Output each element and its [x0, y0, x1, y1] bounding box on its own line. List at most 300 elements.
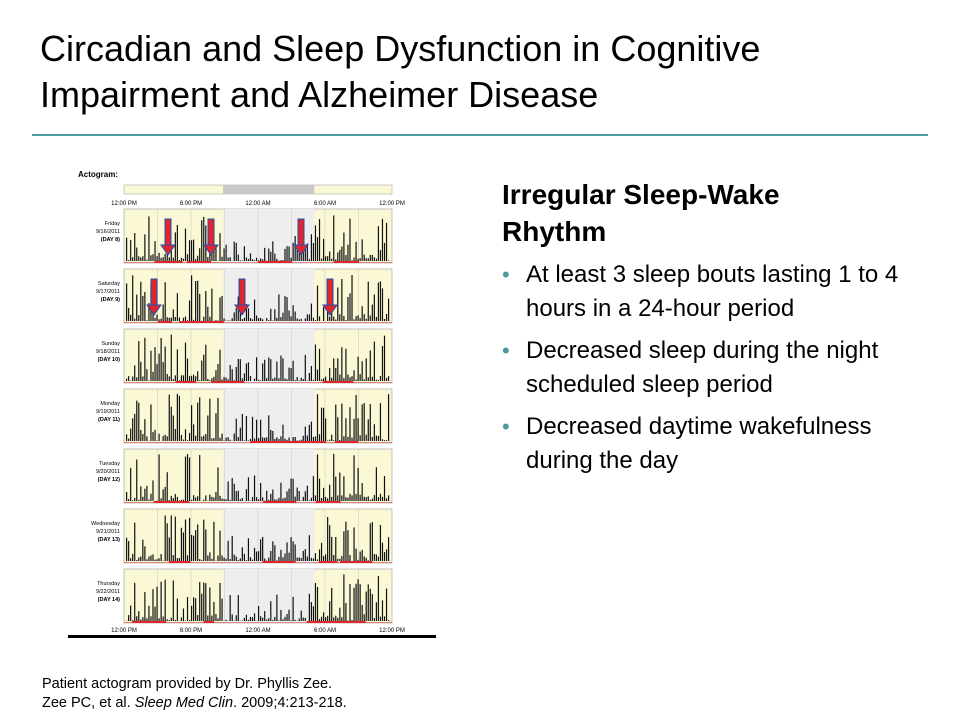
activity-bar [276, 595, 277, 621]
activity-bar [301, 440, 302, 441]
activity-bar [343, 574, 344, 621]
activity-bar [185, 317, 186, 321]
activity-bar [254, 438, 255, 441]
activity-bar [307, 435, 308, 441]
citation-authors: Zee PC, et al. [42, 695, 135, 711]
activity-bar [274, 617, 275, 621]
activity-bar [278, 378, 279, 381]
activity-bar [175, 232, 176, 261]
activity-bar [167, 523, 168, 561]
activity-bar [163, 436, 164, 441]
activity-bar [197, 524, 198, 561]
activity-bar [130, 240, 131, 261]
activity-bar [230, 500, 231, 501]
activity-bar [278, 620, 279, 621]
activity-bar [197, 371, 198, 381]
activity-bar [297, 488, 298, 501]
activity-bar [197, 256, 198, 261]
activity-bar [384, 440, 385, 441]
activity-bar [128, 615, 129, 621]
activity-bar [335, 537, 336, 561]
activity-bar [372, 305, 373, 321]
activity-bar [276, 259, 277, 261]
activity-bar [242, 547, 243, 561]
activity-bar [282, 358, 283, 381]
activity-bar [199, 559, 200, 561]
activity-bar [355, 242, 356, 261]
activity-bar [325, 554, 326, 561]
activity-bar [327, 517, 328, 561]
activity-bar [154, 241, 155, 261]
activity-bar [209, 552, 210, 561]
activity-bar [333, 358, 334, 381]
activity-bar [152, 372, 153, 381]
day-date-label: 9/21/2011 [95, 529, 120, 535]
activity-bar [264, 360, 265, 381]
activity-bar [191, 500, 192, 501]
activity-bar [175, 317, 176, 321]
activity-bar [254, 613, 255, 621]
activity-bar [260, 483, 261, 501]
activity-bar [195, 376, 196, 381]
activity-bar [252, 417, 253, 441]
activity-bar [181, 500, 182, 501]
activity-bar [181, 258, 182, 261]
arrow-shaft-icon [165, 219, 171, 245]
day-date-label: 9/22/2011 [95, 589, 120, 595]
activity-bar [183, 375, 184, 381]
activity-bar [358, 579, 359, 621]
activity-bar [343, 316, 344, 321]
activity-bar [262, 259, 263, 261]
activity-bar [126, 538, 127, 561]
activity-bar [215, 370, 216, 381]
bullet-item [502, 410, 932, 478]
activity-bar [230, 559, 231, 561]
activity-bar [264, 559, 265, 561]
activity-bar [128, 376, 129, 381]
activity-bar [213, 602, 214, 621]
light-dark-bar-night [223, 185, 314, 194]
activity-bar [280, 436, 281, 441]
activity-bar [219, 531, 220, 561]
activity-bar [256, 258, 257, 261]
activity-bar [295, 437, 296, 441]
day-number-label: (DAY 11) [97, 417, 120, 423]
activity-bar [270, 430, 271, 441]
bullet-dot-icon: • [502, 414, 510, 439]
bullet-text: At least 3 sleep bouts lasting 1 to 4 hours in a 24-hour period [526, 261, 899, 322]
activity-bar [228, 258, 229, 261]
activity-bar [266, 318, 267, 321]
activity-bar [329, 485, 330, 501]
activity-bar [280, 610, 281, 621]
activity-bar [321, 498, 322, 501]
activity-bar [158, 319, 159, 321]
activity-bar [384, 616, 385, 621]
activity-bar [185, 519, 186, 561]
activity-bar [191, 535, 192, 561]
activity-bar [154, 430, 155, 441]
section-heading-line-2: Rhythm [502, 216, 607, 247]
activity-bar [181, 528, 182, 561]
activity-bar [345, 320, 346, 321]
activity-bar [372, 499, 373, 501]
activity-bar [250, 617, 251, 621]
activity-bar [236, 419, 237, 441]
activity-bar [293, 541, 294, 561]
activity-bar [270, 309, 271, 321]
activity-bar [301, 378, 302, 381]
activity-bar [140, 430, 141, 441]
activity-bar [232, 614, 233, 621]
activity-bar [179, 396, 180, 441]
activity-bar [317, 559, 318, 561]
activity-bar [339, 374, 340, 381]
activity-bar [311, 304, 312, 321]
activity-bar [311, 558, 312, 561]
day-name-label: Wednesday [91, 521, 120, 527]
activity-bar [234, 312, 235, 321]
activity-bar [195, 530, 196, 561]
activity-bar [226, 378, 227, 381]
activity-bar [311, 234, 312, 261]
activity-bar [244, 554, 245, 561]
activity-bar [331, 588, 332, 621]
activity-bar [299, 380, 300, 381]
activity-bar [193, 375, 194, 381]
activity-bar [134, 498, 135, 501]
activity-bar [268, 320, 269, 321]
activity-bar [355, 316, 356, 321]
activity-bar [211, 616, 212, 621]
activity-bar [132, 620, 133, 621]
activity-bar [378, 497, 379, 501]
activity-bar [181, 435, 182, 441]
activity-bar [388, 495, 389, 501]
activity-bar [187, 597, 188, 621]
activity-bar [270, 601, 271, 621]
activity-bar [362, 306, 363, 321]
activity-bar [268, 415, 269, 441]
activity-bar [284, 498, 285, 501]
activity-bar [234, 555, 235, 561]
activity-bar [341, 279, 342, 321]
activity-bar [353, 455, 354, 501]
activity-bar [136, 560, 137, 561]
activity-bar [364, 556, 365, 561]
activity-bar [358, 357, 359, 381]
activity-bar [158, 354, 159, 381]
activity-bar [268, 558, 269, 561]
activity-bar [315, 436, 316, 441]
activity-bar [213, 522, 214, 561]
activity-bar [295, 620, 296, 621]
activity-bar [183, 500, 184, 501]
activity-bar [317, 286, 318, 321]
activity-bar [362, 239, 363, 261]
activity-bar [175, 494, 176, 501]
activity-bar [205, 291, 206, 321]
activity-bar [185, 457, 186, 501]
activity-bar [150, 351, 151, 381]
activity-bar [144, 338, 145, 381]
activity-bar [146, 260, 147, 261]
time-label-top: 6:00 PM [179, 201, 203, 207]
activity-bar [290, 368, 291, 381]
activity-bar [199, 397, 200, 441]
activity-bar [197, 281, 198, 321]
activity-bar [142, 540, 143, 561]
activity-bar [321, 543, 322, 561]
activity-bar [163, 305, 164, 321]
activity-bar [236, 308, 237, 321]
activity-bar [201, 560, 202, 561]
activity-bar [349, 293, 350, 321]
activity-bar [203, 436, 204, 441]
activity-bar [325, 377, 326, 381]
arrow-shaft-icon [298, 219, 304, 245]
activity-bar [351, 260, 352, 261]
activity-bar [246, 363, 247, 381]
activity-bar [134, 319, 135, 321]
activity-bar [341, 617, 342, 621]
activity-bar [313, 437, 314, 441]
activity-bar [362, 361, 363, 381]
activity-bar [246, 258, 247, 261]
activity-bar [181, 617, 182, 621]
activity-bar [353, 258, 354, 261]
activity-bar [270, 551, 271, 561]
activity-bar [355, 395, 356, 441]
slide-title-line-1: Circadian and Sleep Dysfunction in Cognitive [40, 28, 761, 69]
activity-bar [262, 437, 263, 441]
activity-bar [303, 618, 304, 621]
activity-bar [146, 486, 147, 501]
activity-bar [169, 500, 170, 501]
activity-bar [284, 249, 285, 261]
activity-bar [219, 583, 220, 621]
actogram-svg [68, 165, 436, 640]
activity-bar [150, 494, 151, 501]
slide-title-line-2: Impairment and Alzheimer Disease [40, 74, 599, 115]
activity-bar [266, 378, 267, 381]
activity-bar [169, 318, 170, 321]
activity-bar [177, 394, 178, 441]
activity-bar [333, 440, 334, 441]
activity-bar [161, 498, 162, 501]
activity-bar [191, 240, 192, 261]
activity-bar [140, 257, 141, 261]
bullet-item [502, 334, 932, 402]
activity-bar [161, 258, 162, 261]
activity-bar [307, 314, 308, 321]
activity-bar [258, 606, 259, 621]
activity-bar [329, 368, 330, 381]
activity-bar [293, 305, 294, 321]
activity-bar [211, 289, 212, 321]
activity-bar [207, 379, 208, 381]
activity-bar [317, 237, 318, 261]
baseline-marker [124, 502, 392, 503]
activity-bar [132, 554, 133, 561]
activity-bar [191, 405, 192, 441]
citation-details: . 2009;4:213-218. [233, 695, 347, 711]
activity-bar [384, 552, 385, 561]
activity-bar [355, 494, 356, 501]
activity-bar [128, 541, 129, 561]
activity-bar [286, 440, 287, 441]
activity-bar [193, 495, 194, 501]
activity-bar [226, 438, 227, 441]
activity-bar [293, 597, 294, 621]
activity-bar [238, 437, 239, 441]
activity-bar [248, 308, 249, 321]
activity-bar [262, 319, 263, 321]
activity-bar [140, 486, 141, 501]
activity-bar [248, 538, 249, 561]
activity-bar [372, 377, 373, 381]
activity-bar [138, 315, 139, 321]
activity-bar [230, 440, 231, 441]
activity-bar [280, 550, 281, 561]
activity-bar [134, 414, 135, 441]
activity-bar [173, 309, 174, 321]
activity-bar [264, 611, 265, 621]
activity-bar [303, 551, 304, 561]
activity-bar [370, 404, 371, 441]
activity-bar [317, 587, 318, 621]
day-name-label: Monday [100, 401, 120, 407]
activity-bar [203, 317, 204, 321]
activity-bar [293, 437, 294, 441]
activity-bar [260, 258, 261, 261]
activity-bar [215, 614, 216, 621]
activity-bar [165, 254, 166, 261]
activity-bar [258, 318, 259, 321]
activity-bar [364, 614, 365, 621]
activity-bar [319, 434, 320, 441]
activity-bar [362, 483, 363, 501]
activity-bar [219, 350, 220, 381]
activity-bar [189, 518, 190, 561]
activity-bar [167, 317, 168, 321]
activity-bar [154, 318, 155, 321]
activity-bar [376, 467, 377, 501]
activity-bar [230, 365, 231, 381]
activity-bar [213, 438, 214, 441]
activity-bar [158, 454, 159, 501]
activity-bar [201, 437, 202, 441]
activity-bar [177, 558, 178, 561]
activity-bar [187, 454, 188, 501]
activity-bar [256, 552, 257, 561]
activity-bar [268, 249, 269, 261]
activity-bar [360, 318, 361, 321]
activity-bar [343, 476, 344, 501]
figure-bottom-rule [68, 635, 436, 638]
activity-bar [295, 497, 296, 501]
activity-bar [282, 557, 283, 561]
activity-bar [254, 260, 255, 261]
activity-bar [343, 531, 344, 561]
citation-line-2 [42, 694, 347, 713]
activity-bar [382, 497, 383, 501]
activity-bar [130, 606, 131, 621]
activity-bar [295, 236, 296, 261]
activity-bar [282, 260, 283, 261]
activity-bar [378, 557, 379, 561]
activity-bar [183, 318, 184, 321]
activity-bar [146, 618, 147, 621]
day-number-label: (DAY 14) [97, 597, 120, 603]
citation-line-1: Patient actogram provided by Dr. Phyllis Zee. [42, 676, 333, 692]
activity-bar [232, 318, 233, 321]
activity-bar [126, 379, 127, 381]
activity-bar [161, 338, 162, 381]
activity-bar [347, 374, 348, 381]
bullet-list [502, 258, 932, 478]
activity-bar [303, 497, 304, 501]
activity-bar [154, 347, 155, 381]
activity-bar [150, 255, 151, 261]
activity-bar [331, 537, 332, 561]
activity-bar [274, 499, 275, 501]
activity-bar [199, 380, 200, 381]
activity-bar [358, 468, 359, 501]
activity-bar [378, 576, 379, 621]
activity-bar [189, 376, 190, 381]
activity-bar [274, 254, 275, 261]
activity-bar [386, 440, 387, 441]
activity-bar [152, 254, 153, 261]
activity-bar [284, 296, 285, 321]
activity-bar [158, 558, 159, 561]
activity-bar [360, 435, 361, 441]
activity-bar [295, 545, 296, 561]
activity-bar [374, 294, 375, 321]
activity-bar [337, 496, 338, 501]
activity-bar [266, 619, 267, 621]
activity-bar [193, 597, 194, 621]
activity-bar [238, 560, 239, 561]
activity-bar [370, 255, 371, 261]
activity-bar [221, 599, 222, 621]
section-heading [502, 176, 932, 250]
activity-bar [299, 491, 300, 501]
activity-bar [195, 598, 196, 621]
activity-bar [252, 497, 253, 501]
activity-bar [353, 370, 354, 381]
activity-bar [370, 500, 371, 501]
activity-bar [358, 259, 359, 261]
activity-bar [171, 335, 172, 381]
activity-bar [167, 619, 168, 621]
day-number-label: (DAY 8) [100, 237, 120, 243]
activity-bar [360, 584, 361, 621]
activity-bar [187, 320, 188, 321]
activity-bar [345, 418, 346, 441]
activity-bar [142, 256, 143, 261]
activity-bar [380, 403, 381, 441]
activity-bar [374, 257, 375, 261]
activity-bar [140, 362, 141, 381]
activity-bar [211, 378, 212, 381]
baseline-marker [124, 322, 392, 323]
activity-bar [335, 405, 336, 441]
activity-bar [288, 489, 289, 501]
activity-bar [179, 558, 180, 561]
